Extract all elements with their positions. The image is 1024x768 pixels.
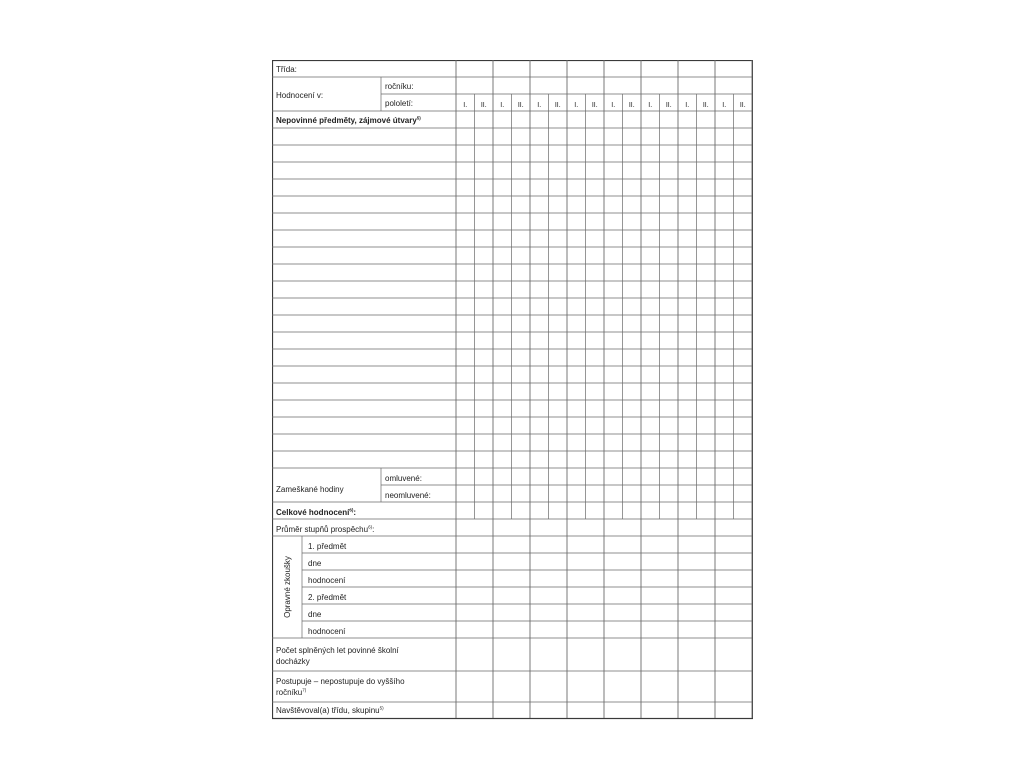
semester-label-7-II: II.	[702, 102, 709, 109]
label-opravne-row-1: 1. předmět	[308, 542, 347, 551]
semester-label-6-I: I.	[648, 102, 653, 109]
semester-label-3-II: II.	[554, 102, 561, 109]
label-opravne-row-2: dne	[308, 559, 322, 568]
semester-label-8-II: II.	[739, 102, 746, 109]
label-prumer-main: Průměr stupňů prospěchu	[276, 525, 369, 534]
label-celkove-suffix: :	[353, 508, 357, 517]
label-opravne: Opravné zkoušky	[283, 556, 292, 618]
label-omluvene: omluvené:	[385, 474, 422, 483]
semester-label-1-II: II.	[480, 102, 487, 109]
label-opravne-row-5: dne	[308, 610, 322, 619]
label-navstevoval-footnote: 5)	[379, 705, 384, 711]
label-opravne-row-4: 2. předmět	[308, 593, 347, 602]
label-opravne-row-3: hodnocení	[308, 576, 346, 585]
label-nepovinne	[276, 116, 421, 126]
label-prumer-footnote: 6)	[368, 524, 373, 530]
label-hodnoceni: Hodnocení v:	[276, 91, 324, 100]
report-form-table	[272, 60, 753, 720]
semester-label-8-I: I.	[722, 102, 727, 109]
label-postupuje-line2-footnote: 7)	[302, 687, 307, 693]
label-nepovinne-main: Nepovinné předměty, zájmové útvary	[276, 116, 417, 125]
semester-label-4-I: I.	[574, 102, 579, 109]
label-prumer-suffix: :	[372, 525, 375, 534]
label-celkove-footnote: 6)	[349, 507, 354, 513]
label-navstevoval	[276, 706, 384, 716]
label-opravne-row-6: hodnocení	[308, 627, 346, 636]
label-celkove	[276, 508, 356, 518]
semester-label-4-II: II.	[591, 102, 598, 109]
semester-label-6-II: II.	[665, 102, 672, 109]
label-zameskane: Zameškané hodiny	[276, 485, 344, 494]
form-border	[273, 61, 753, 719]
semester-label-7-I: I.	[685, 102, 690, 109]
label-neomluvene: neomluvené:	[385, 491, 431, 500]
label-rocniku: ročníku:	[385, 82, 414, 91]
label-prumer	[276, 525, 374, 535]
semester-label-2-II: II.	[517, 102, 524, 109]
report-form-sheet	[272, 60, 753, 720]
label-nepovinne-footnote: 5)	[416, 115, 421, 121]
label-postupuje-line2-main: ročníku	[276, 688, 303, 697]
semester-label-2-I: I.	[500, 102, 505, 109]
label-pocet-line1: Počet splněných let povinné školní	[276, 646, 399, 655]
semester-label-3-I: I.	[537, 102, 542, 109]
label-celkove-main: Celkové hodnocení	[276, 508, 350, 517]
label-postupuje-line2	[276, 688, 307, 698]
label-navstevoval-main: Navštěvoval(a) třídu, skupinu	[276, 706, 380, 715]
semester-label-5-II: II.	[628, 102, 635, 109]
label-trida: Třída:	[276, 65, 297, 74]
semester-label-1-I: I.	[463, 102, 468, 109]
semester-label-5-I: I.	[611, 102, 616, 109]
label-pocet-line2: docházky	[276, 657, 310, 666]
label-postupuje-line1: Postupuje – nepostupuje do vyššího	[276, 677, 405, 686]
label-pololeti: pololetí:	[385, 99, 414, 108]
